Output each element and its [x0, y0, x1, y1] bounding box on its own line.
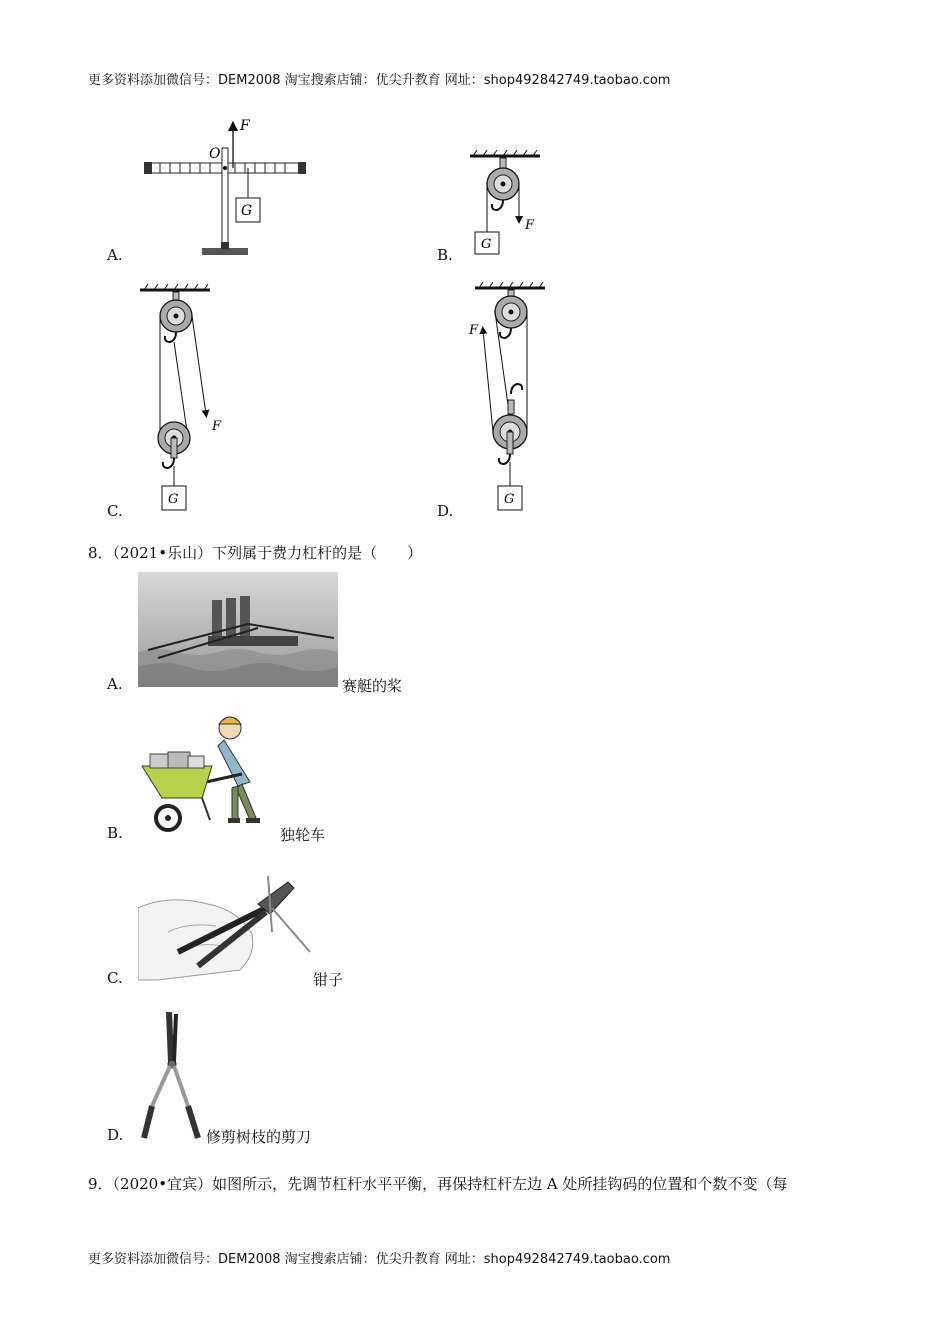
force-label: F: [212, 419, 222, 434]
option-8a-caption: 赛艇的桨: [342, 677, 403, 695]
option-8b-caption: 独轮车: [280, 826, 326, 844]
option-8b-label: B.: [107, 824, 123, 842]
force-label: F: [525, 218, 535, 233]
weight-label: G: [504, 492, 515, 507]
option-8c-caption: 钳子: [313, 971, 344, 989]
weight-label: G: [241, 203, 253, 219]
image-hedge-shears: [138, 1010, 208, 1142]
force-label: F: [469, 323, 479, 338]
figure-7b-fixed-pulley: [465, 150, 555, 260]
pivot-label: O: [209, 146, 221, 162]
image-wheelbarrow: [138, 712, 278, 837]
option-8d-caption: 修剪树枝的剪刀: [206, 1128, 312, 1146]
question-9-stem: 9．（2020•宜宾）如图所示，先调节杠杆水平平衡，再保持杠杆左边 A 处所挂钩码的位置和个数不变（每: [88, 1175, 788, 1193]
question-8-stem: 8．（2021•乐山）下列属于费力杠杆的是（ ）: [88, 544, 423, 562]
figure-7d-pulley-block: [465, 282, 565, 517]
weight-label: G: [168, 492, 179, 507]
figure-7c-pulley-block: [138, 282, 238, 517]
image-rowing-oars: [138, 572, 338, 687]
option-7d-label: D.: [437, 502, 454, 520]
option-8a-label: A.: [107, 675, 123, 693]
option-7a-label: A.: [107, 246, 123, 264]
image-pliers: [138, 868, 313, 983]
option-8c-label: C.: [107, 969, 123, 987]
page-footer: 更多资料添加微信号：DEM2008 淘宝搜索店铺：优尖升教育 网址：shop492842749.taobao.com: [88, 1252, 671, 1267]
weight-label: G: [481, 237, 492, 252]
option-8d-label: D.: [107, 1126, 124, 1144]
force-label: F: [240, 118, 250, 134]
page-header: 更多资料添加微信号：DEM2008 淘宝搜索店铺：优尖升教育 网址：shop492842749.taobao.com: [88, 73, 671, 88]
option-7b-label: B.: [437, 246, 453, 264]
figure-7a-lever: [138, 112, 318, 262]
option-7c-label: C.: [107, 502, 123, 520]
